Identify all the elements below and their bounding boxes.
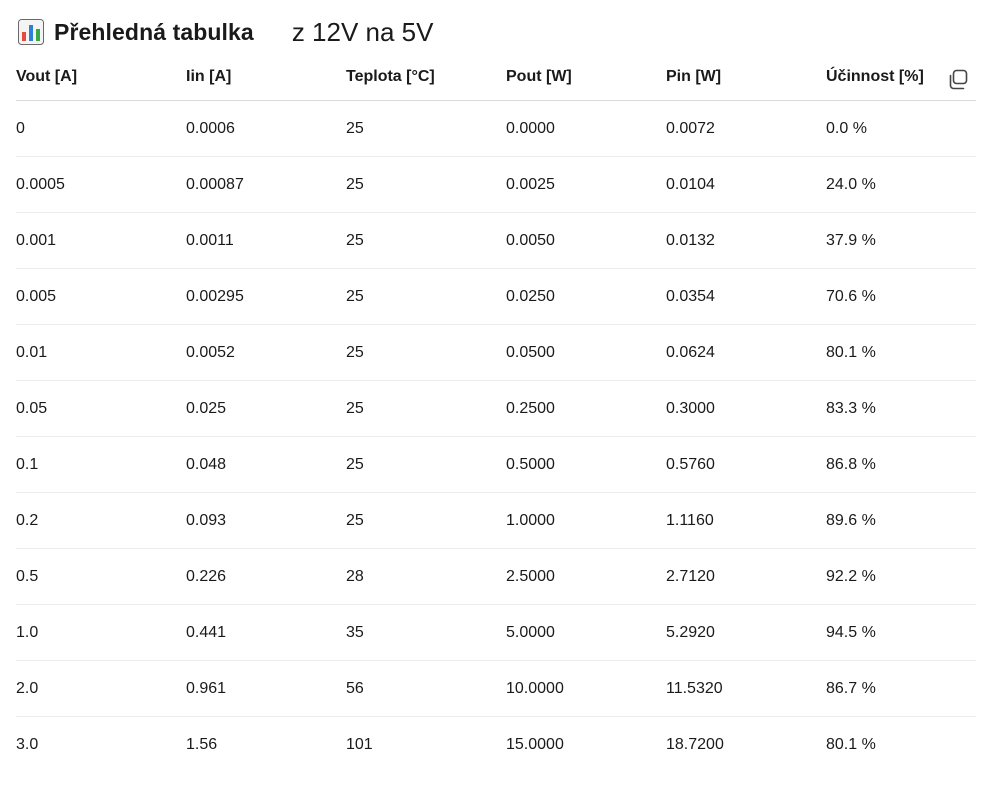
table-cell: 0.0104 bbox=[666, 157, 826, 213]
table-row bbox=[16, 717, 976, 773]
table-cell: 1.1160 bbox=[666, 493, 826, 549]
table-cell: 0.2 bbox=[16, 493, 186, 549]
table-cell: 10.0000 bbox=[506, 661, 666, 717]
column-header: Pout [W] bbox=[506, 54, 666, 101]
table-cell: 37.9 % bbox=[826, 213, 976, 269]
table-cell: 0.0025 bbox=[506, 157, 666, 213]
table-cell: 89.6 % bbox=[826, 493, 976, 549]
table-cell: 0.5 bbox=[16, 549, 186, 605]
table-row bbox=[16, 213, 976, 269]
table-cell: 15.0000 bbox=[506, 735, 564, 753]
table-cell: 0.3000 bbox=[666, 381, 826, 437]
table-cell: 0.0000 bbox=[506, 101, 666, 157]
table-cell: 25 bbox=[346, 381, 506, 437]
table-cell: 0.00295 bbox=[186, 269, 346, 325]
table-cell: 0.226 bbox=[186, 549, 346, 605]
table-cell: 2.5000 bbox=[506, 549, 666, 605]
table-cell: 0 bbox=[16, 101, 186, 157]
table-cell: 0.048 bbox=[186, 437, 346, 493]
table-row bbox=[16, 549, 976, 605]
table-cell: 0.093 bbox=[186, 493, 346, 549]
table-cell: 0.2500 bbox=[506, 381, 666, 437]
table-cell: 1.0000 bbox=[506, 493, 666, 549]
table-cell: 92.2 % bbox=[826, 549, 976, 605]
table-cell: 0.0011 bbox=[186, 213, 346, 269]
table-cell: 80.1 % bbox=[826, 735, 876, 753]
table-body bbox=[16, 101, 976, 773]
table-cell: 0.05 bbox=[16, 381, 186, 437]
page-header bbox=[18, 14, 433, 50]
column-header: Účinnost [%] bbox=[826, 54, 976, 101]
table-header-row bbox=[16, 54, 976, 101]
table-cell: 0.0354 bbox=[666, 269, 826, 325]
table-cell: 25 bbox=[346, 325, 506, 381]
table-cell: 0.005 bbox=[16, 269, 186, 325]
table-cell: 25 bbox=[346, 269, 506, 325]
table-row bbox=[16, 437, 976, 493]
table-row bbox=[16, 605, 976, 661]
table-cell: 35 bbox=[346, 605, 506, 661]
column-header: Iin [A] bbox=[186, 54, 346, 101]
table-cell: 25 bbox=[346, 213, 506, 269]
table-row bbox=[16, 493, 976, 549]
column-header: Vout [A] bbox=[16, 54, 186, 101]
table-cell: 0.01 bbox=[16, 325, 186, 381]
table-cell: 25 bbox=[346, 437, 506, 493]
table-cell: 0.0132 bbox=[666, 213, 826, 269]
table-cell: 0.5760 bbox=[666, 437, 826, 493]
table-cell: 0.441 bbox=[186, 605, 346, 661]
table-cell: 3.0 bbox=[16, 735, 39, 753]
table-cell: 25 bbox=[346, 157, 506, 213]
table-cell: 28 bbox=[346, 549, 506, 605]
table-cell: 0.1 bbox=[16, 437, 186, 493]
table-cell: 0.0005 bbox=[16, 157, 186, 213]
table-cell: 80.1 % bbox=[826, 325, 976, 381]
table-cell: 24.0 % bbox=[826, 157, 976, 213]
table-cell: 0.0624 bbox=[666, 325, 826, 381]
table-cell: 0.001 bbox=[16, 213, 186, 269]
table-row bbox=[16, 325, 976, 381]
table-cell: 0.025 bbox=[186, 381, 346, 437]
table-cell: 1.0 bbox=[16, 605, 186, 661]
table-cell: 1.56 bbox=[186, 735, 218, 753]
table-row bbox=[16, 269, 976, 325]
table-cell: 0.0006 bbox=[186, 101, 346, 157]
page-title: Přehledná tabulka bbox=[54, 18, 254, 45]
table-cell: 0.0250 bbox=[506, 269, 666, 325]
table-cell: 70.6 % bbox=[826, 269, 976, 325]
table-cell: 86.7 % bbox=[826, 661, 976, 717]
table-cell: 86.8 % bbox=[826, 437, 976, 493]
table-cell: 0.0052 bbox=[186, 325, 346, 381]
table-cell: 0.961 bbox=[186, 661, 346, 717]
column-header: Teplota [°C] bbox=[346, 54, 506, 101]
table-cell: 0.0 % bbox=[826, 101, 976, 157]
table-cell: 2.7120 bbox=[666, 549, 826, 605]
table-cell: 25 bbox=[346, 101, 506, 157]
table-cell: 0.5000 bbox=[506, 437, 666, 493]
table-row bbox=[16, 381, 976, 437]
table-cell: 0.0500 bbox=[506, 325, 666, 381]
table-cell: 0.0050 bbox=[506, 213, 666, 269]
table-cell: 56 bbox=[346, 661, 506, 717]
data-table bbox=[16, 54, 976, 772]
column-header: Pin [W] bbox=[666, 54, 826, 101]
table-cell: 83.3 % bbox=[826, 381, 976, 437]
table-row bbox=[16, 101, 976, 157]
table-cell: 5.0000 bbox=[506, 605, 666, 661]
table-row bbox=[16, 157, 976, 213]
table-cell: 25 bbox=[346, 493, 506, 549]
table-cell: 101 bbox=[346, 735, 373, 753]
table-cell: 11.5320 bbox=[666, 661, 826, 717]
table-cell: 2.0 bbox=[16, 661, 186, 717]
table-cell: 0.0072 bbox=[666, 101, 826, 157]
table-cell: 0.00087 bbox=[186, 157, 346, 213]
data-table-container bbox=[16, 54, 976, 772]
table-cell: 18.7200 bbox=[666, 735, 724, 753]
bar-chart-icon bbox=[18, 19, 44, 45]
table-cell: 5.2920 bbox=[666, 605, 826, 661]
table-row bbox=[16, 661, 976, 717]
page-subtitle: z 12V na 5V bbox=[291, 16, 434, 47]
table-cell: 94.5 % bbox=[826, 605, 976, 661]
